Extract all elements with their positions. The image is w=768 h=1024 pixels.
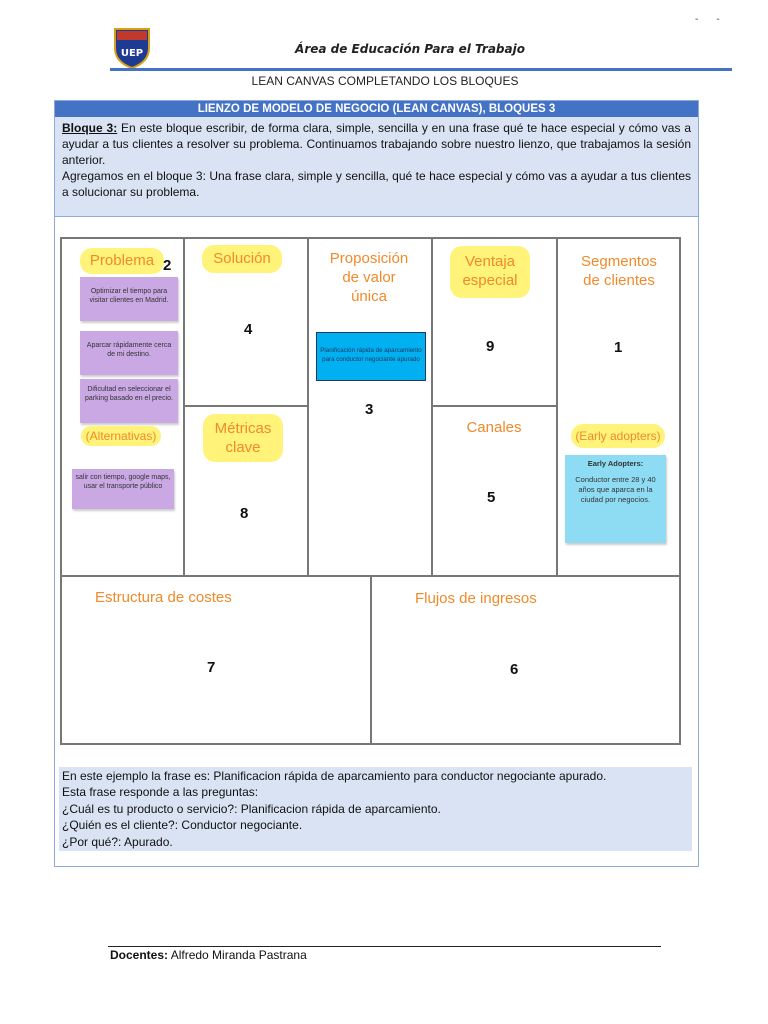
problema-number: 2 (163, 257, 172, 274)
section-banner: LIENZO DE MODELO DE NEGOCIO (LEAN CANVAS), BLOQUES 3 (55, 101, 698, 117)
bloque-label: Bloque 3: (62, 121, 118, 135)
example-block (59, 767, 692, 851)
school-shield-logo (112, 26, 152, 70)
segmentos-number: 1 (614, 339, 623, 356)
example-line-1: En este ejemplo la frase es: Planificacion rápida de aparcamiento para conductor negociante apurado. (62, 769, 607, 783)
metricas-number: 8 (240, 505, 249, 522)
example-line-4: ¿Quién es el cliente?: Conductor negociante. (62, 818, 303, 833)
early-adopters-note-title: Early Adopters: (587, 459, 644, 468)
segmentos-title (563, 252, 675, 290)
header-title: Área de Educación Para el Trabajo (295, 42, 525, 56)
example-line-2: Esta frase responde a las preguntas: (62, 785, 259, 800)
intro-paragraph-2: Agregamos en el bloque 3: Una frase clara, simple y sencilla, qué te hace especial y cómo vas a ayudar a tus clientes a solucionar su problema. (62, 169, 691, 199)
alternativas-title: (Alternativas) (81, 426, 161, 446)
metricas-title (203, 414, 283, 462)
problema-title: Problema (80, 248, 164, 274)
footer-teacher-name: Alfredo Miranda Pastrana (168, 948, 307, 962)
solucion-number: 4 (244, 321, 253, 338)
propuesta-title-line-1: Proposición (329, 250, 409, 267)
example-line-5: ¿Por qué?: Apurado. (62, 834, 173, 849)
costes-number: 7 (207, 659, 216, 676)
early-adopters-title: (Early adopters) (571, 424, 665, 448)
problema-note-1: Optimizar el tiempo para visitar clientes en Madrid. (80, 277, 178, 321)
propuesta-value-box: Planificación rápida de aparcamiento para conductor negociante apurado (316, 332, 426, 381)
intro-block (55, 117, 698, 217)
canales-number: 5 (487, 489, 496, 506)
segmentos-title-line-2: de clientes (583, 272, 655, 289)
metricas-title-line-2: clave (225, 439, 261, 456)
footer (110, 948, 307, 962)
costes-title: Estructura de costes (95, 589, 232, 606)
ventaja-number: 9 (486, 338, 495, 355)
early-adopters-note (565, 455, 666, 543)
intro-paragraph-1 (62, 120, 691, 168)
propuesta-title-line-3: única (351, 288, 387, 305)
problema-note-2: Aparcar rápidamente cerca de mi destino. (80, 331, 178, 375)
logo-text: UEP (120, 48, 144, 59)
footer-divider (108, 946, 661, 947)
ventaja-title (450, 246, 530, 298)
propuesta-title (312, 249, 426, 306)
alternativas-note: salir con tiempo, google maps, usar el transporte público (72, 469, 174, 509)
ventaja-title-line-1: Ventaja (464, 253, 516, 270)
metricas-title-line-1: Métricas (214, 420, 272, 437)
ventaja-title-line-2: especial (462, 272, 518, 289)
solucion-title: Solución (202, 245, 282, 273)
bloque-text: En este bloque escribir, de forma clara, simple, sencilla y en una frase qué te hace especial y cómo vas a ayudar a tus clientes a resolver su problema. Continuamos trabajando sobre nuestro lienzo, que trabajamos la sesión anterior. (62, 121, 691, 167)
early-adopters-note-text: Conductor entre 28 y 40 años que aparca en la ciudad por negocios. (575, 475, 656, 504)
header-divider (110, 68, 732, 71)
example-line-3: ¿Cuál es tu producto o servicio?: Planificacion rápida de aparcamiento. (62, 801, 441, 816)
ingresos-title: Flujos de ingresos (415, 590, 537, 607)
propuesta-title-line-2: de valor (342, 269, 396, 286)
footer-label: Docentes: (110, 948, 169, 962)
ingresos-number: 6 (510, 661, 519, 678)
canales-title: Canales (466, 419, 522, 436)
document-subtitle: LEAN CANVAS COMPLETANDO LOS BLOQUES (251, 74, 519, 88)
corner-marks: -- (695, 14, 738, 25)
propuesta-number: 3 (365, 401, 374, 418)
segmentos-title-line-1: Segmentos (581, 253, 657, 270)
problema-note-3: Dificultad en seleccionar el parking basado en el precio. (80, 379, 178, 423)
